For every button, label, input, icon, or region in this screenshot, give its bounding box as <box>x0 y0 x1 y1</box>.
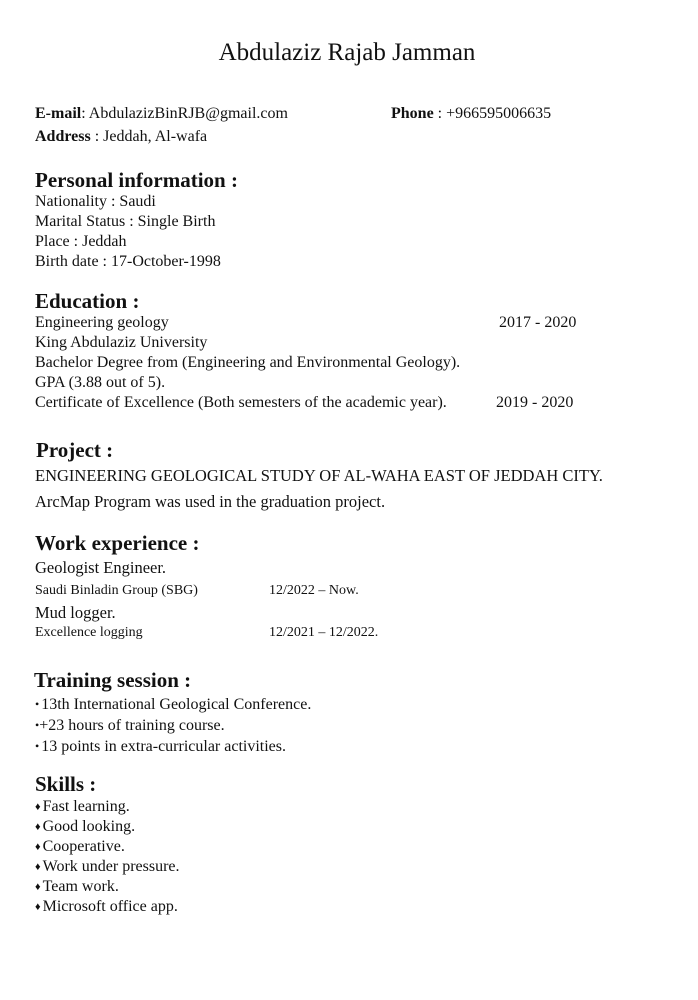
training-item: • 13th International Geological Conference. <box>35 696 312 713</box>
job-company: Saudi Binladin Group (SBG) <box>35 583 198 598</box>
job-period: 12/2022 – Now. <box>269 583 359 598</box>
personal-line: Birth date : 17-October-1998 <box>35 253 221 270</box>
phone-value: : +966595006635 <box>433 105 552 122</box>
education-line: King Abdulaziz University <box>35 334 208 351</box>
email-label: E-mail <box>35 105 82 122</box>
diamond-bullet-icon: ♦ <box>35 901 41 913</box>
job-period: 12/2021 – 12/2022. <box>269 625 379 640</box>
diamond-bullet-icon: ♦ <box>35 841 41 853</box>
education-date: 2017 - 2020 <box>499 314 577 331</box>
section-title-work: Work experience : <box>35 531 200 555</box>
section-title-project: Project : <box>36 438 114 462</box>
skill-item: ♦ Fast learning. <box>35 798 130 815</box>
email-line <box>35 104 288 124</box>
diamond-bullet-icon: ♦ <box>35 881 41 893</box>
address-value: : Jeddah, Al-wafa <box>90 128 208 145</box>
section-title-education: Education : <box>35 289 140 313</box>
training-item: • 13 points in extra-curricular activities. <box>35 738 287 755</box>
training-item: •+23 hours of training course. <box>35 717 225 734</box>
education-date: 2019 - 2020 <box>496 394 574 411</box>
bullet-icon: • <box>35 718 40 732</box>
phone-label: Phone <box>391 105 434 122</box>
education-line: GPA (3.88 out of 5). <box>35 374 166 391</box>
address-line <box>35 127 207 147</box>
skill-item: ♦ Work under pressure. <box>35 858 180 875</box>
skill-item: ♦ Cooperative. <box>35 838 125 855</box>
address-label: Address <box>35 128 91 145</box>
personal-line: Place : Jeddah <box>35 233 127 250</box>
candidate-name: Abdulaziz Rajab Jamman <box>218 39 476 66</box>
personal-line: Nationality : Saudi <box>35 193 156 210</box>
diamond-bullet-icon: ♦ <box>35 861 41 873</box>
email-value: : AbdulazizBinRJB@gmail.com <box>81 105 288 122</box>
education-line: Bachelor Degree from (Engineering and Environmental Geology). <box>35 354 461 371</box>
job-company: Excellence logging <box>35 625 143 640</box>
skill-item: ♦ Good looking. <box>35 818 136 835</box>
diamond-bullet-icon: ♦ <box>35 801 41 813</box>
personal-line: Marital Status : Single Birth <box>35 213 216 230</box>
diamond-bullet-icon: ♦ <box>35 821 41 833</box>
job-role: Mud logger. <box>35 603 116 622</box>
project-title-line: ENGINEERING GEOLOGICAL STUDY OF AL-WAHA EAST OF JEDDAH CITY. <box>35 466 603 485</box>
skill-item: ♦ Team work. <box>35 878 119 895</box>
section-title-personal: Personal information : <box>35 168 238 192</box>
job-role: Geologist Engineer. <box>35 558 167 577</box>
section-title-training: Training session : <box>34 668 192 692</box>
project-tool-line: ArcMap Program was used in the graduation project. <box>35 492 386 511</box>
bullet-icon: • <box>35 697 40 711</box>
education-line: Certificate of Excellence (Both semesters of the academic year). <box>35 394 447 411</box>
section-title-skills: Skills : <box>35 772 97 796</box>
skill-item: ♦ Microsoft office app. <box>35 898 178 915</box>
phone-line <box>391 104 551 124</box>
education-line: Engineering geology <box>35 314 169 331</box>
bullet-icon: • <box>35 739 40 753</box>
